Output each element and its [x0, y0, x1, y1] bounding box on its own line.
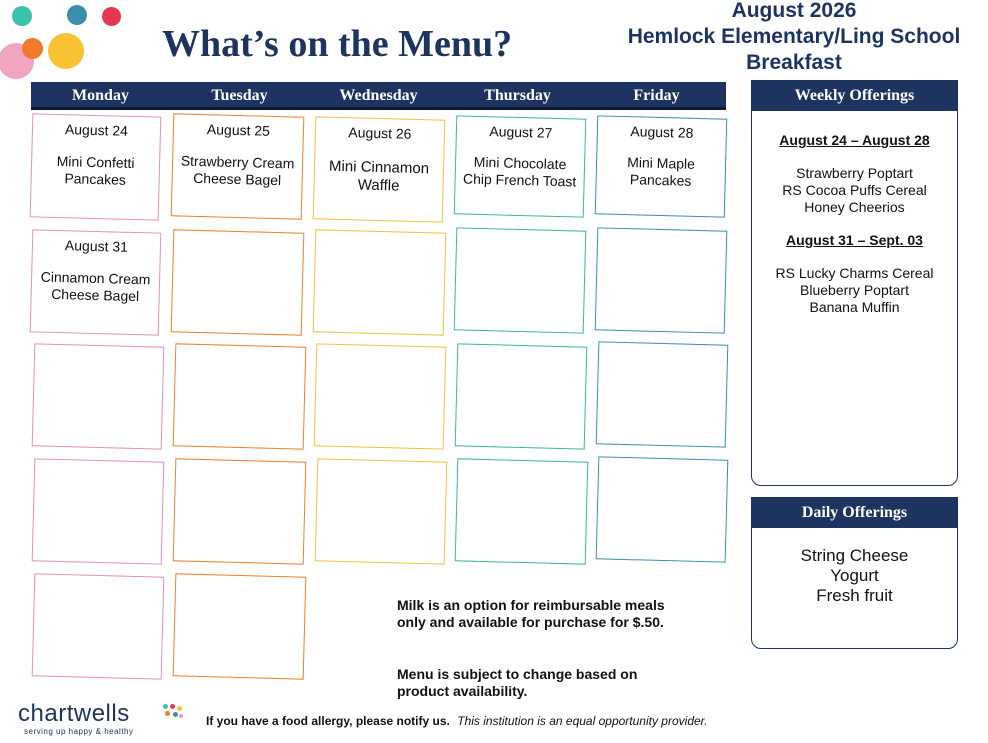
logo-tagline: serving up happy & healthy — [24, 727, 134, 736]
cell-date: August 31 — [64, 237, 129, 255]
weekly-item: RS Cocoa Puffs Cereal — [782, 182, 927, 198]
cell-date: August 24 — [64, 121, 129, 139]
calendar-cell-empty — [32, 458, 165, 564]
calendar-cell-empty — [173, 343, 307, 449]
decor-dot-red — [102, 7, 121, 26]
calendar-cell-empty — [315, 458, 448, 564]
calendar-cell-empty — [32, 343, 165, 449]
calendar-cell-aug-26 — [313, 116, 446, 222]
decor-dot-blue — [67, 5, 87, 25]
weekly-item: Blueberry Poptart — [800, 282, 909, 298]
page-title: What’s on the Menu? — [162, 23, 513, 65]
weekly-range-2: August 31 – Sept. 03 — [786, 232, 923, 248]
cell-menu-item: Strawberry Cream Cheese Bagel — [180, 152, 295, 189]
calendar-cell-empty — [455, 343, 588, 449]
calendar-cell-empty — [313, 229, 447, 335]
daily-item: Fresh fruit — [816, 586, 893, 605]
calendar-cell-empty — [455, 458, 589, 564]
menu-change-note: Menu is subject to change based on product availability. — [397, 666, 638, 699]
day-wednesday: Wednesday — [339, 87, 418, 104]
day-monday: Monday — [72, 87, 129, 104]
cell-date: August 26 — [348, 124, 412, 142]
daily-item: String Cheese — [800, 546, 909, 565]
cell-date: August 28 — [630, 123, 694, 141]
calendar-cell-empty — [454, 227, 587, 333]
decor-dot-yellow — [48, 33, 84, 69]
chartwells-logo: chartwells — [18, 700, 130, 727]
calendar-cell-aug-25 — [171, 113, 305, 219]
cell-date: August 25 — [206, 121, 271, 139]
calendar-cell-empty — [171, 229, 305, 335]
equal-opportunity-notice: This institution is an equal opportunity provider. — [457, 714, 708, 728]
day-header-bar — [31, 82, 726, 110]
calendar-cell-empty — [173, 573, 307, 679]
milk-note: Milk is an option for reimbursable meals only and available for purchase for $.50. — [397, 597, 665, 630]
weekly-item: Strawberry Poptart — [796, 165, 913, 181]
menu-month: August 2026 — [731, 0, 857, 22]
calendar-cell-aug-28 — [595, 115, 728, 217]
calendar-cell-empty — [596, 341, 729, 447]
school-name: Hemlock Elementary/Ling School — [627, 25, 961, 48]
calendar-cell-empty — [595, 227, 728, 333]
weekly-item: Honey Cheerios — [804, 199, 905, 215]
daily-item: Yogurt — [830, 566, 879, 585]
day-friday: Friday — [633, 87, 680, 104]
calendar-cell-aug-24 — [30, 113, 162, 220]
calendar-cell-empty — [314, 343, 447, 449]
weekly-item: RS Lucky Charms Cereal — [775, 265, 934, 281]
calendar-cell-aug-31 — [30, 229, 162, 335]
cell-date: August 27 — [489, 123, 553, 141]
calendar-cell-aug-27 — [454, 115, 587, 217]
calendar-cell-empty — [173, 458, 307, 564]
cell-menu-item: Mini Confetti Pancakes — [56, 152, 135, 188]
day-thursday: Thursday — [484, 87, 551, 104]
daily-offerings-heading: Daily Offerings — [751, 498, 958, 528]
allergy-notice: If you have a food allergy, please notify us. — [206, 714, 450, 728]
calendar-cell-empty — [596, 456, 729, 562]
footer — [206, 714, 708, 728]
weekly-item: Banana Muffin — [809, 299, 900, 315]
weekly-range-1: August 24 – August 28 — [779, 132, 930, 148]
decor-dot-teal — [12, 6, 32, 26]
weekly-offerings-heading: Weekly Offerings — [751, 81, 958, 111]
meal-type: Breakfast — [746, 51, 842, 74]
cell-menu-item: Mini Chocolate Chip French Toast — [462, 153, 577, 190]
calendar-cell-empty — [32, 573, 165, 679]
decor-dot-orange — [22, 38, 43, 59]
cell-menu-item: Mini Cinnamon Waffle — [328, 157, 430, 195]
cell-menu-item: Cinnamon Cream Cheese Bagel — [40, 268, 151, 305]
cell-menu-item: Mini Maple Pancakes — [627, 154, 696, 189]
day-tuesday: Tuesday — [211, 87, 268, 104]
logo-dots-icon — [163, 704, 185, 722]
